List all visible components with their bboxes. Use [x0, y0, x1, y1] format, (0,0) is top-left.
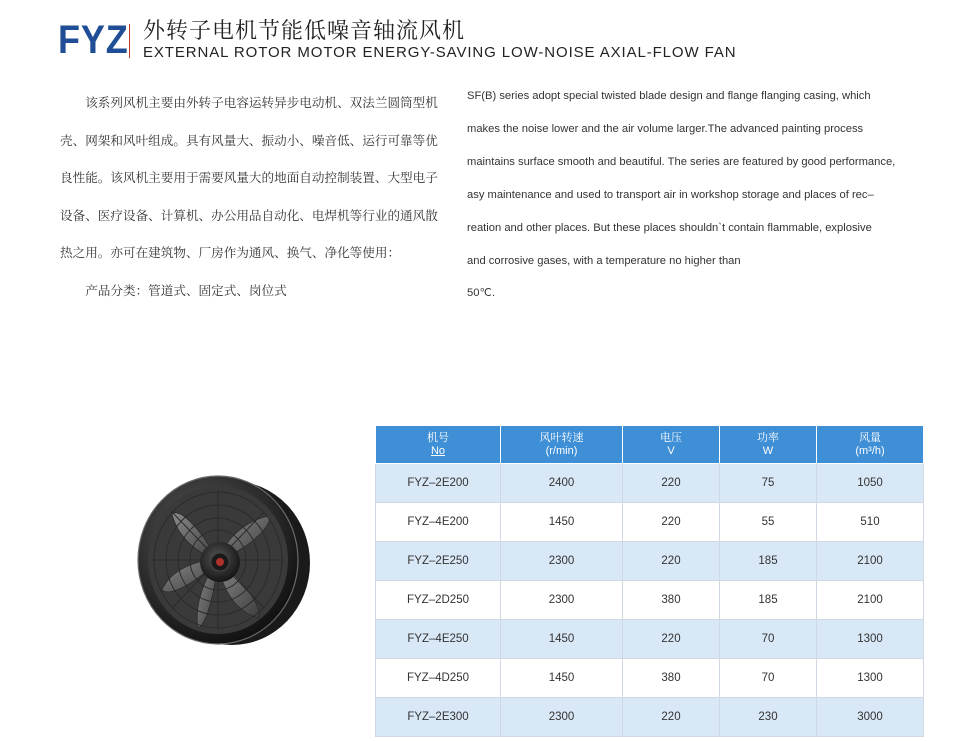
- table-row: [376, 698, 924, 737]
- table-row: [376, 659, 924, 698]
- cell-power: 70: [720, 659, 817, 698]
- header-airflow: 风量 (m³/h): [817, 426, 924, 464]
- cell-power: 75: [720, 464, 817, 503]
- description-en-line: maintains surface smooth and beautiful. The series are featured by good performance,: [467, 155, 896, 168]
- cell-power: 230: [720, 698, 817, 737]
- cell-airflow: 1300: [817, 659, 924, 698]
- cell-airflow: 510: [817, 503, 924, 542]
- cell-model: FYZ–2E300: [376, 698, 501, 737]
- description-en-line: asy maintenance and used to transport air in workshop storage and places of rec–: [467, 188, 874, 201]
- description-en: [467, 80, 929, 310]
- cell-voltage: 220: [623, 503, 720, 542]
- cell-speed: 1450: [501, 503, 623, 542]
- cell-voltage: 220: [623, 464, 720, 503]
- cell-model: FYZ–4D250: [376, 659, 501, 698]
- cell-power: 185: [720, 542, 817, 581]
- table-row: [376, 581, 924, 620]
- cell-model: FYZ–4E250: [376, 620, 501, 659]
- brand-logo: FYZ: [58, 18, 129, 62]
- header-speed: 风叶转速 (r/min): [501, 426, 623, 464]
- cell-voltage: 380: [623, 659, 720, 698]
- table-row: [376, 620, 924, 659]
- cell-airflow: 2100: [817, 581, 924, 620]
- header-divider: [129, 24, 130, 58]
- description-en-line: SF(B) series adopt special twisted blade design and flange flanging casing, which: [467, 90, 871, 102]
- description-en-line: reation and other places. But these places shouldn`t contain flammable, explosive: [467, 221, 872, 234]
- fan-product-image: [120, 468, 315, 657]
- header-voltage: 电压 V: [623, 426, 720, 464]
- cell-airflow: 3000: [817, 698, 924, 737]
- table-header-row: [376, 426, 924, 464]
- product-title-cn: 外转子电机节能低噪音轴流风机: [143, 19, 466, 44]
- cell-model: FYZ–2E200: [376, 464, 501, 503]
- cell-speed: 1450: [501, 659, 623, 698]
- cell-speed: 2400: [501, 464, 623, 503]
- product-category: 产品分类：管道式、固定式、岗位式: [85, 282, 287, 298]
- cell-voltage: 380: [623, 581, 720, 620]
- cell-model: FYZ–2D250: [376, 581, 501, 620]
- table-row: [376, 503, 924, 542]
- cell-power: 185: [720, 581, 817, 620]
- cell-speed: 2300: [501, 698, 623, 737]
- cell-speed: 1450: [501, 620, 623, 659]
- header-model: 机号 No: [376, 426, 501, 464]
- cell-model: FYZ–4E200: [376, 503, 501, 542]
- cell-voltage: 220: [623, 620, 720, 659]
- description-en-line: and corrosive gases, with a temperature no higher than: [467, 254, 741, 267]
- product-title-en: EXTERNAL ROTOR MOTOR ENERGY-SAVING LOW-NOISE AXIAL-FLOW FAN: [143, 44, 737, 61]
- cell-airflow: 1050: [817, 464, 924, 503]
- axial-fan-icon: [120, 468, 315, 653]
- header-power: 功率 W: [720, 426, 817, 464]
- cell-airflow: 2100: [817, 542, 924, 581]
- description-cn: [60, 84, 440, 310]
- cell-airflow: 1300: [817, 620, 924, 659]
- cell-speed: 2300: [501, 542, 623, 581]
- spec-table: [375, 425, 924, 737]
- description-cn-text: 该系列风机主要由外转子电容运转异步电动机、双法兰圆筒型机壳、网架和风叶组成。具有风量大、振动小、噪音低、运行可靠等优良性能。该风机主要用于需要风量大的地面自动控制装置、大型电子设备、医疗设备、计算机、办公用品自动化、电焊机等行业的通风散热之用。亦可在建筑物、厂房作为通风、换气、净化等使用：: [60, 95, 438, 261]
- cell-power: 55: [720, 503, 817, 542]
- description-en-line: 50℃.: [467, 287, 496, 300]
- table-row: [376, 464, 924, 503]
- table-row: [376, 542, 924, 581]
- cell-voltage: 220: [623, 698, 720, 737]
- cell-voltage: 220: [623, 542, 720, 581]
- cell-power: 70: [720, 620, 817, 659]
- description-en-line: makes the noise lower and the air volume larger.The advanced painting process: [467, 122, 864, 135]
- cell-speed: 2300: [501, 581, 623, 620]
- cell-model: FYZ–2E250: [376, 542, 501, 581]
